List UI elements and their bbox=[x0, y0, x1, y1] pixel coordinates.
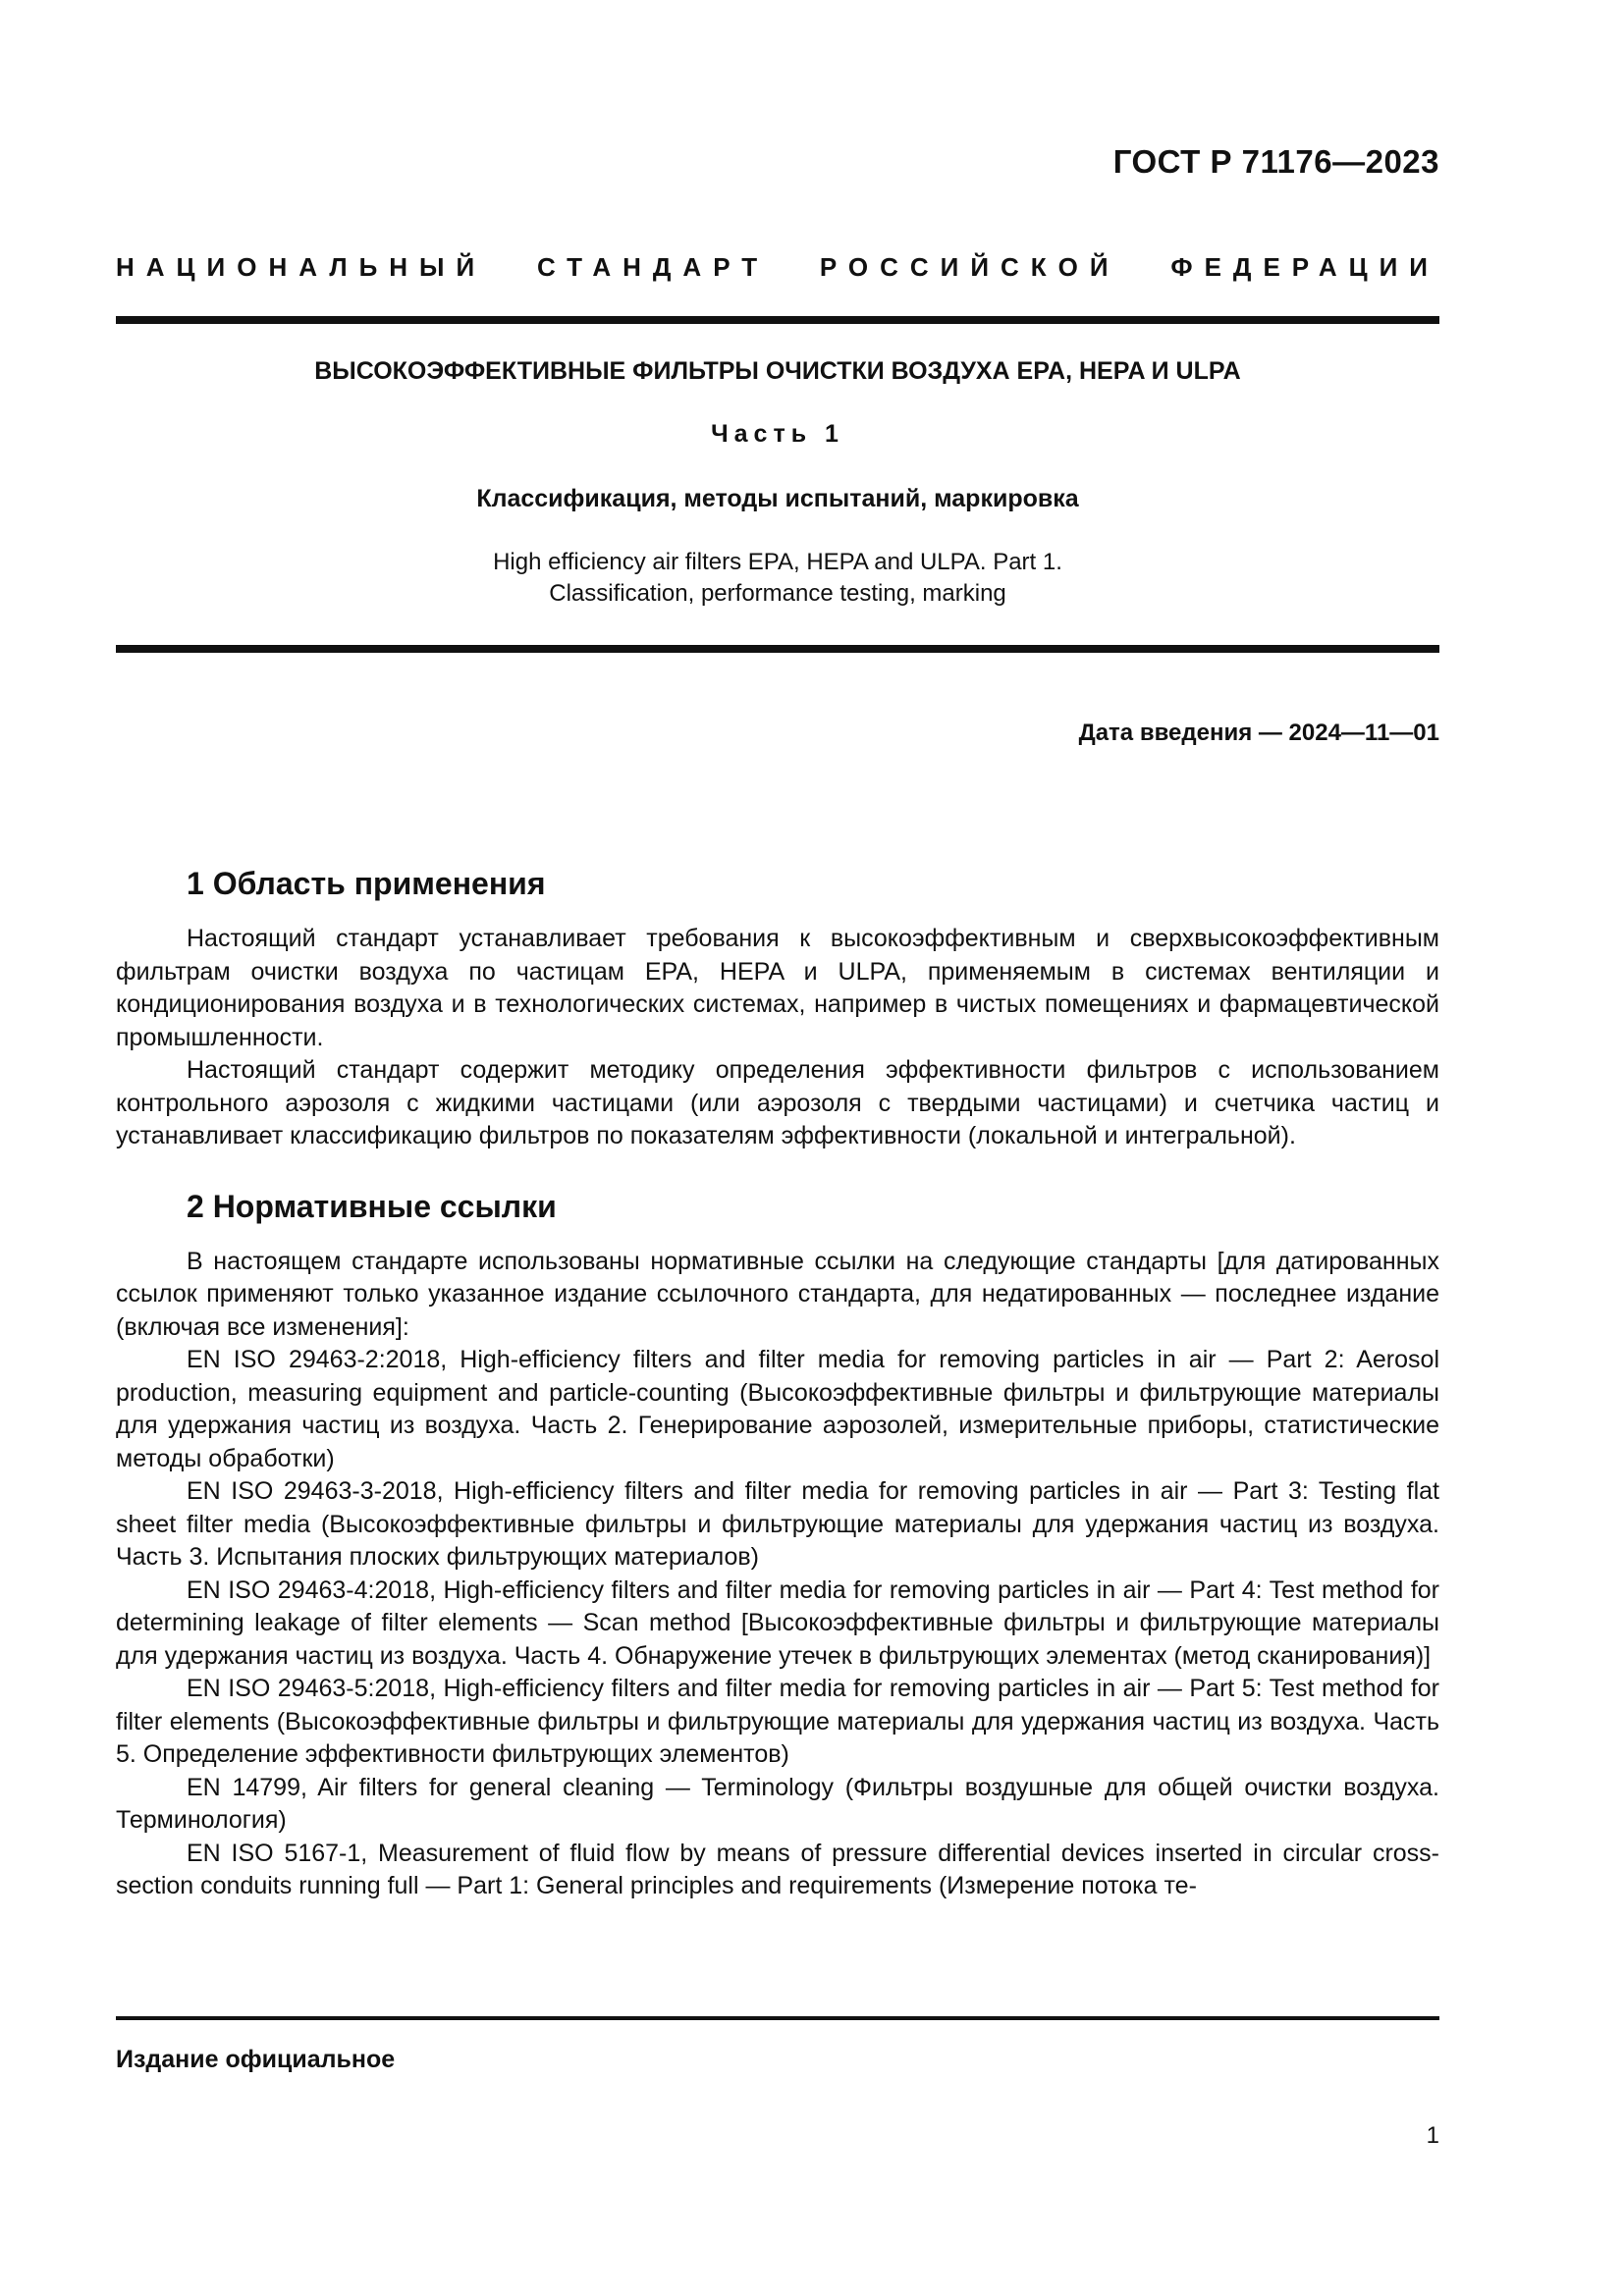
document-page bbox=[116, 0, 1439, 2296]
title-en-line-2: Classification, performance testing, marking bbox=[549, 580, 1006, 607]
section-heading-scope: 1 Область применения bbox=[187, 866, 546, 901]
reference-item: EN ISO 29463-5:2018, High-efficiency filters and filter media for removing particles in air — Part 5: Test method for filter elements (Высокоэффективные фильтры и фильтрующие материалы для удержания частиц из воздуха. Часть 5. Определение эффективности фильтрующих элементов) bbox=[116, 1675, 1439, 1768]
paragraph: Настоящий стандарт устанавливает требования к высокоэффективным и сверхвысокоэффективным фильтрам очистки воздуха по частицам EPA, HEPA и ULPA, применяемым в системах вентиляции и кондиционирования воздуха и в технологических системах, например в чистых помещениях и фармацевтической промышленности. bbox=[116, 925, 1439, 1051]
document-title-ru: ВЫСОКОЭФФЕКТИВНЫЕ ФИЛЬТРЫ ОЧИСТКИ ВОЗДУХА EPA, HEPA И ULPA bbox=[314, 357, 1241, 385]
reference-item: EN ISO 29463-4:2018, High-efficiency filters and filter media for removing particles in air — Part 4: Test method for determining leakage of filter elements — Scan method [Высокоэффективные фильтры и фильтрующие материалы для удержания частиц из воздуха. Часть 4. Обнаружение утечек в фильтрующих элементах (метод сканирования)] bbox=[116, 1575, 1439, 1670]
reference-item: EN ISO 29463-2:2018, High-efficiency filters and filter media for removing particles in air — Part 2: Aerosol production, measuring equipment and particle-counting (Высокоэффективные фильтры и фильтрующие материалы для удержания частиц из воздуха. Часть 2. Генерирование аэрозолей, измерительные приборы, статистические методы обработки) bbox=[116, 1346, 1439, 1472]
footer-divider bbox=[116, 2016, 1439, 2020]
page-number: 1 bbox=[1426, 2122, 1439, 2149]
document-body bbox=[116, 864, 1439, 1903]
document-part: Часть 1 bbox=[711, 420, 844, 448]
title-divider bbox=[116, 645, 1439, 653]
paragraph: В настоящем стандарте использованы нормативные ссылки на следующие стандарты [для датированных ссылок применяют только указанное издание ссылочного стандарта, для недатированных — последнее издание (включая все изменения]: bbox=[116, 1247, 1439, 1341]
reference-item: EN ISO 29463-3-2018, High-efficiency filters and filter media for removing particles in air — Part 3: Testing flat sheet filter media (Высокоэффективные фильтры и фильтрующие материалы для удержания частиц из воздуха. Часть 3. Испытания плоских фильтрующих материалов) bbox=[116, 1477, 1439, 1571]
reference-item: EN ISO 5167-1, Measurement of fluid flow by means of pressure differential devices inserted in circular cross-section conduits running full — Part 1: General principles and requirements (Измерение потока те- bbox=[116, 1839, 1439, 1899]
reference-item: EN 14799, Air filters for general cleaning — Terminology (Фильтры воздушные для общей очистки воздуха. Терминология) bbox=[116, 1773, 1439, 1834]
introduction-date: Дата введения — 2024—11—01 bbox=[1078, 720, 1439, 746]
document-title-en bbox=[116, 547, 1439, 610]
paragraph: Настоящий стандарт содержит методику определения эффективности фильтров с использованием контрольного аэрозоля с жидкими частицами (или аэрозоля с твердыми частицами) и счетчика частиц и устанавливает классификацию фильтров по показателям эффективности (локальной и интегральной). bbox=[116, 1056, 1439, 1149]
title-en-line-1: High efficiency air filters EPA, HEPA and ULPA. Part 1. bbox=[493, 549, 1062, 575]
top-divider bbox=[116, 316, 1439, 324]
section-heading-normative-references: 2 Нормативные ссылки bbox=[187, 1188, 557, 1224]
national-standard-banner: НАЦИОНАЛЬНЫЙ СТАНДАРТ РОССИЙСКОЙ ФЕДЕРАЦИИ bbox=[116, 252, 1439, 282]
standard-number: ГОСТ Р 71176—2023 bbox=[1112, 143, 1439, 180]
official-edition-label: Издание официальное bbox=[116, 2046, 396, 2073]
document-subtitle-ru: Классификация, методы испытаний, маркировка bbox=[476, 485, 1079, 512]
